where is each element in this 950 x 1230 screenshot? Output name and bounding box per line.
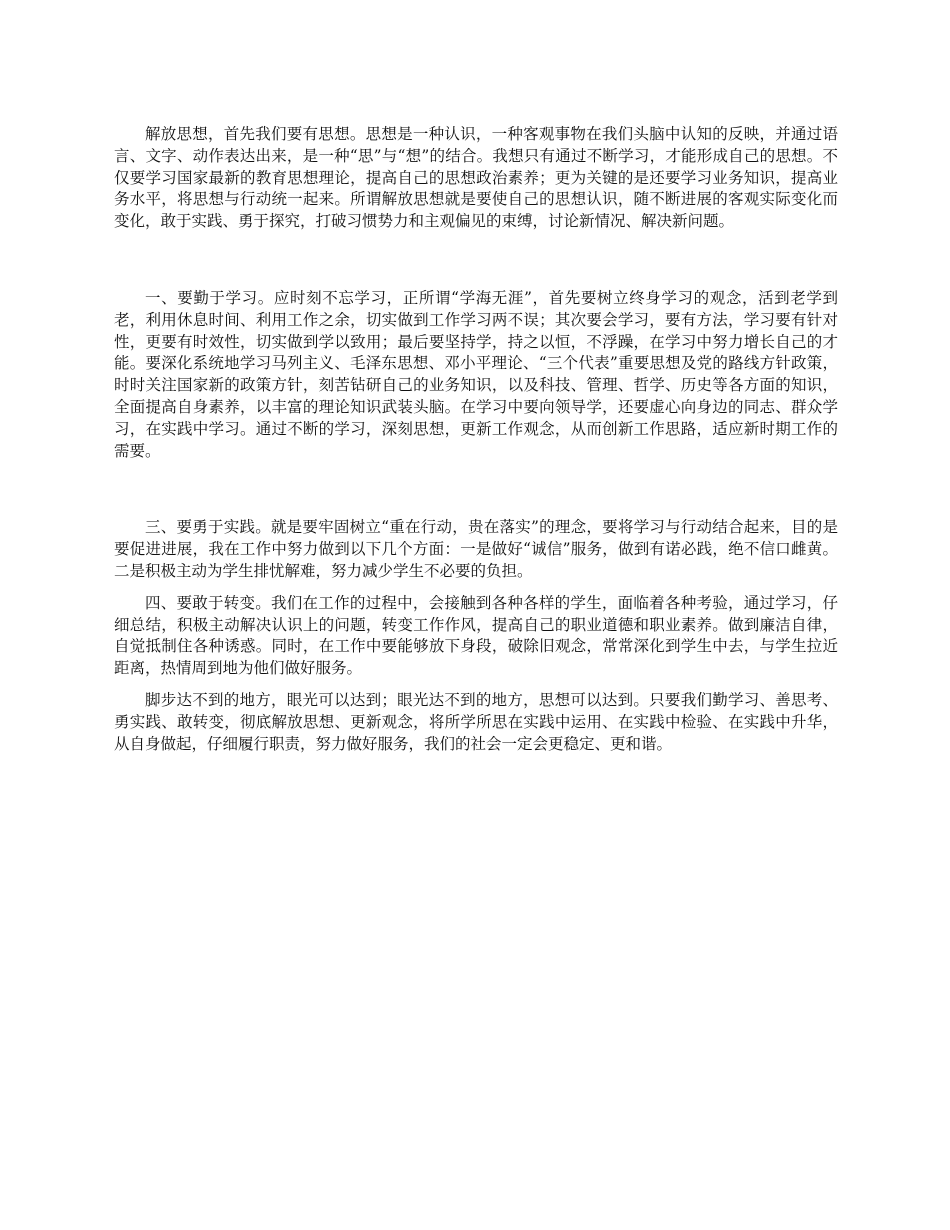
document-body [114,124,838,755]
paragraph-intro: 解放思想，首先我们要有思想。思想是一种认识，一种客观事物在我们头脑中认知的反映，并通过语言、文字、动作表达出来，是一种“思”与“想”的结合。我想只有通过不断学习，才能形成自己的思想。不仅要学习国家最新的教育思想理论，提高自己的思想政治素养；更为关键的是还要学习业务知识，提高业务水平，将思想与行动统一起来。所谓解放思想就是要使自己的思想认识，随不断进展的客观实际变化而变化，敢于实践、勇于探究，打破习惯势力和主观偏见的束缚，讨论新情况、解决新问题。 [114,125,838,231]
paragraph-spacer [114,233,838,288]
paragraph-spacer [114,680,838,690]
paragraph-conclusion: 脚步达不到的地方，眼光可以达到；眼光达不到的地方，思想可以达到。只要我们勤学习、善思考、勇实践、敢转变，彻底解放思想、更新观念，将所学所思在实践中运用、在实践中检验、在实践中升华，从自身做起，仔细履行职责，努力做好服务，我们的社会一定会更稳定、更和谐。 [114,690,838,753]
paragraph-spacer [114,462,838,517]
paragraph-spacer [114,583,838,593]
paragraph-learning: 一、要勤于学习。应时刻不忘学习，正所谓“学海无涯”，首先要树立终身学习的观念，活到老学到老，利用休息时间、利用工作之余，切实做到工作学习两不误；其次要会学习，要有方法，学习要有针对性，更要有时效性，切实做到学以致用；最后要坚持学，持之以恒，不浮躁，在学习中努力增长自己的才能。要深化系统地学习马列主义、毛泽东思想、邓小平理论、“三个代表”重要思想及党的路线方针政策，时时关注国家新的政策方针，刻苦钻研自己的业务知识，以及科技、管理、哲学、历史等各方面的知识，全面提高自身素养，以丰富的理论知识武装头脑。在学习中要向领导学，还要虚心向身边的同志、群众学习，在实践中学习。通过不断的学习，深刻思想，更新工作观念，从而创新工作思路，适应新时期工作的需要。 [114,288,838,460]
paragraph-practice: 三、要勇于实践。就是要牢固树立“重在行动，贵在落实”的理念，要将学习与行动结合起来，目的是要促进进展，我在工作中努力做到以下几个方面：一是做好“诚信”服务，做到有诺必践，绝不信口雌黄。二是积极主动为学生排忧解难，努力减少学生不必要的负担。 [114,518,838,580]
paragraph-change: 四、要敢于转变。我们在工作的过程中，会接触到各种各样的学生，面临着各种考验，通过学习，仔细总结，积极主动解决认识上的问题，转变工作作风，提高自己的职业道德和职业素养。做到廉洁自律，自觉抵制住各种诱惑。同时，在工作中要能够放下身段，破除旧观念，常常深化到学生中去，与学生拉近距离，热情周到地为他们做好服务。 [114,593,838,678]
